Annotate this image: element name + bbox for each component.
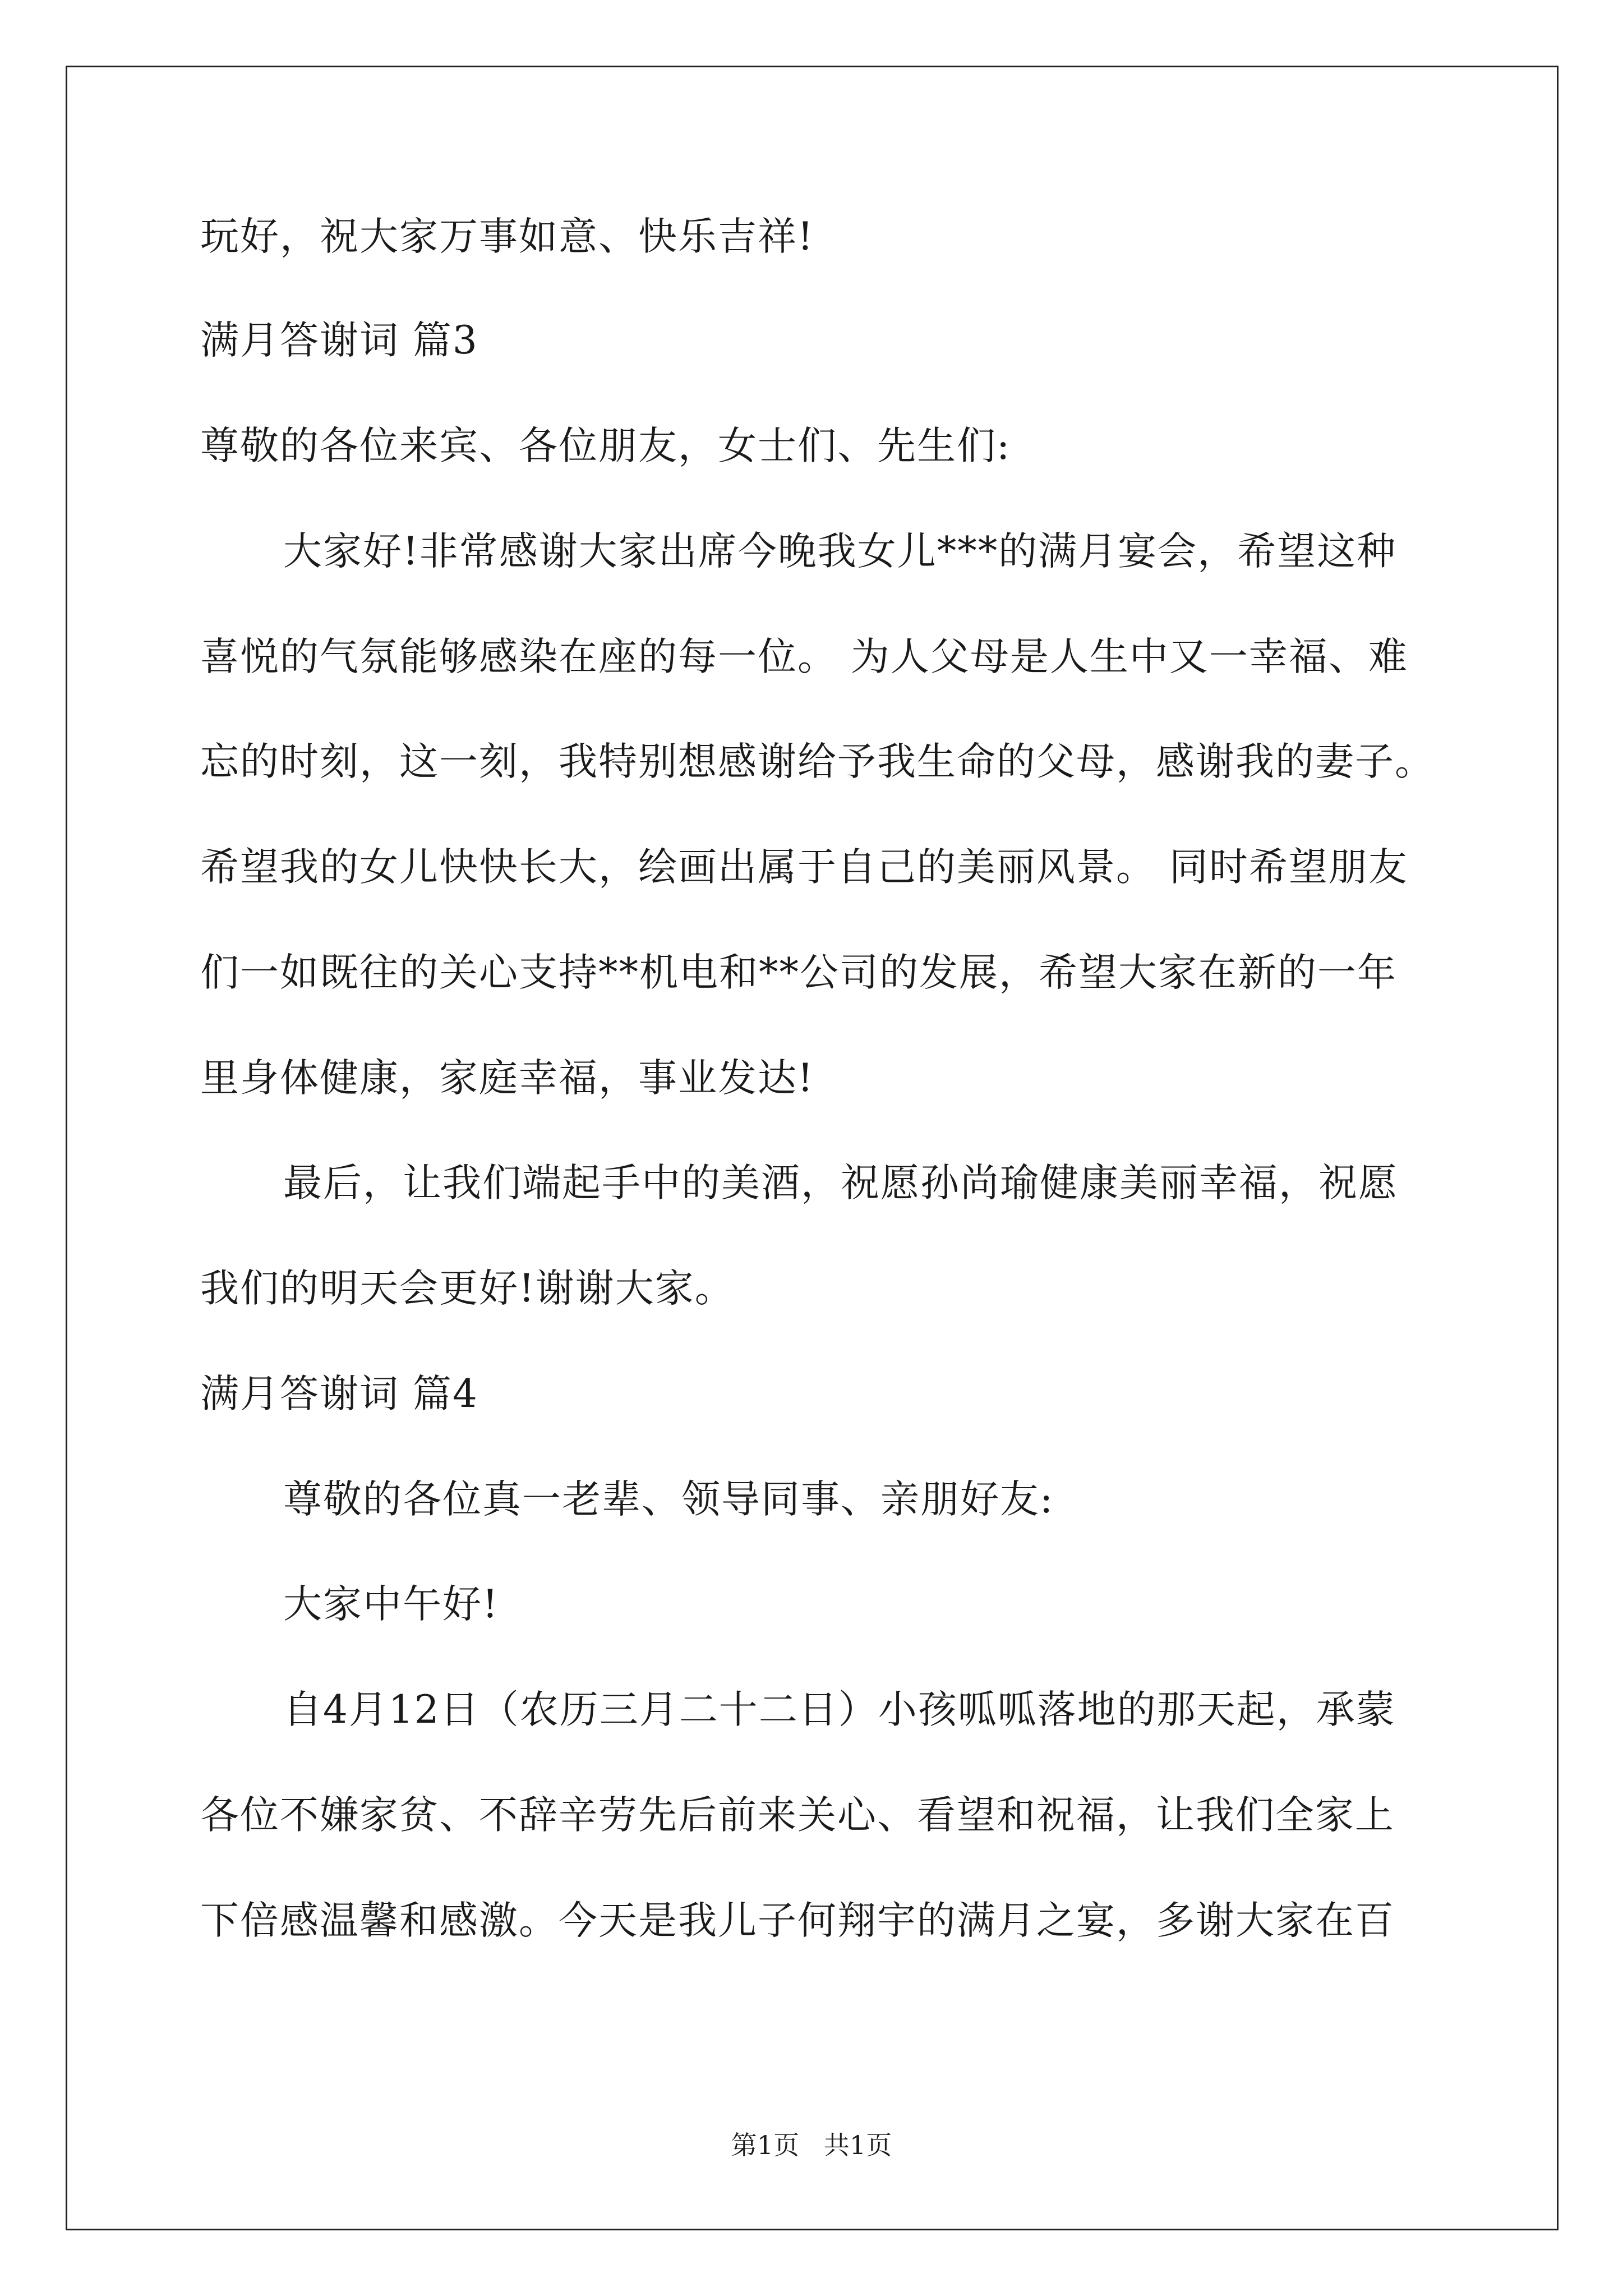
section-heading: 满月答谢词 篇4 bbox=[200, 1372, 478, 1416]
text-line: 里身体健康，家庭幸福，事业发达! bbox=[200, 1056, 814, 1101]
text-line: 最后，让我们端起手中的美酒，祝愿孙尚瑜健康美丽幸福，祝愿 bbox=[283, 1161, 1398, 1205]
text-line: 尊敬的各位真一老辈、领导同事、亲朋好友: bbox=[283, 1477, 1054, 1522]
text-line: 们一如既往的关心支持**机电和**公司的发展，希望大家在新的一年 bbox=[200, 950, 1397, 995]
text-line: 尊敬的各位来宾、各位朋友，女士们、先生们: bbox=[200, 424, 1011, 468]
page-number-footer: 第1页 共1页 bbox=[731, 2130, 892, 2160]
text-line: 喜悦的气氛能够感染在座的每一位。 为人父母是人生中又一幸福、难 bbox=[200, 634, 1408, 679]
text-line: 下倍感温馨和感激。今天是我儿子何翔宇的满月之宴，多谢大家在百 bbox=[200, 1898, 1395, 1943]
text-line: 大家中午好! bbox=[283, 1582, 499, 1627]
text-line: 希望我的女儿快快长大，绘画出属于自己的美丽风景。 同时希望朋友 bbox=[200, 845, 1408, 890]
text-line: 我们的明天会更好!谢谢大家。 bbox=[200, 1266, 735, 1311]
text-line: 玩好，祝大家万事如意、快乐吉祥! bbox=[200, 214, 814, 259]
section-heading: 满月答谢词 篇3 bbox=[200, 318, 478, 363]
text-line: 自4月12日（农历三月二十二日）小孩呱呱落地的那天起，承蒙 bbox=[283, 1687, 1396, 1732]
text-line: 各位不嫌家贫、不辞辛劳先后前来关心、看望和祝福，让我们全家上 bbox=[200, 1793, 1395, 1838]
text-line: 忘的时刻，这一刻，我特别想感谢给予我生命的父母，感谢我的妻子。 bbox=[200, 739, 1435, 784]
text-line: 大家好!非常感谢大家出席今晚我女儿***的满月宴会，希望这种 bbox=[283, 529, 1397, 574]
